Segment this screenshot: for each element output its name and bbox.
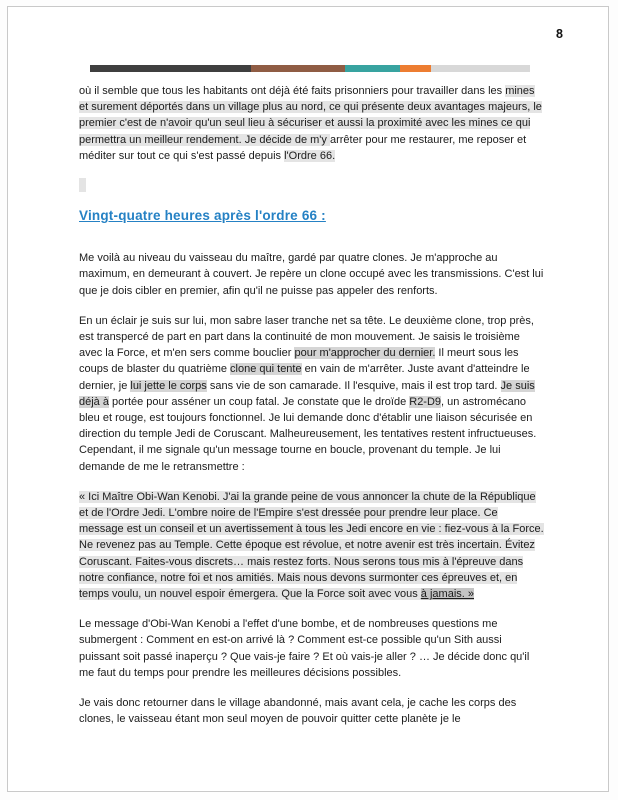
highlighted-text-segment: Je suis déjà à: [79, 379, 535, 408]
text-segment: , un astromécano bleu et rouge, est toujours fonctionnel. Je lui demande donc d'établir une liaison sécurisée en direction du temple Jedi de Coruscant. Malheureusement, les tentatives restent infructueuses. Cependant, il me signale qu'un message tourne en boucle, provenant du temple. Je lui demande de me le retransmettre :: [79, 395, 537, 473]
text-segment: en vain de m'arrêter. Juste avant d'atteindre le dernier, je: [79, 363, 530, 392]
paragraph-intro: [79, 83, 545, 164]
highlighted-text-segment: l'Ordre 66.: [284, 149, 336, 162]
divider-segment: [251, 65, 346, 72]
document-page: [7, 6, 609, 792]
paragraph-obiwan-message: [79, 489, 545, 602]
text-segment: arrêter pour me restaurer, me reposer et méditer sur tout ce qui s'est passé depuis: [79, 133, 527, 162]
highlighted-text-segment: R2-D9: [409, 395, 442, 408]
text-segment: En un éclair je suis sur lui, mon sabre laser tranche net sa tête. Le deuxième clone, trop près, est transpercé de part en part dans la continuité de mon mouvement. Je saisis le troisième avec la Force, et m'en sers comme bouclier: [79, 314, 534, 360]
highlighted-text-segment: lui jette le corps: [130, 379, 207, 392]
divider-segment: [431, 65, 530, 72]
text-segment: où il semble que tous les habitants ont déjà été faits prisonniers pour travailler dans les: [79, 85, 506, 97]
highlighted-text-segment: « Ici Maître Obi-Wan Kenobi. J'ai la grande peine de vous annoncer la chute de la République et de l'Ordre Jedi. L'ombre noire de l'Empire s'est dressée pour prendre leur place. Ce message est un conseil et un avertissement à tous les Jedi encore en vie : fiez-vous à la Force. Ne revenez pas au Temple. Cette époque est révolue, et notre avenir est très incertain. Évitez Coruscant. Faites-vous discrets… mais restez forts. Nous serons tous mis à l'épreuve dans notre confiance, notre foi et nos amitiés. Mais nous devons surmonter ces épreuves et, en temps voulu, un nouvel espoir émergera. Que la Force soit avec vous: [79, 490, 544, 601]
highlighted-text-segment: mines et surement déportés dans un village plus au nord, ce qui présente deux avantages majeurs, le premier c'est de n'avoir qu'un seul lieu à sécuriser et aussi la proximité avec les mines ce qui permettra un meilleur rendement. Je décide de m'y: [79, 85, 542, 146]
paragraph-fight: [79, 313, 545, 475]
theme-divider-bar: [90, 65, 530, 72]
page-number: 8: [556, 27, 563, 41]
text-segment: sans vie de son camarade. Il l'esquive, mais il est trop tard.: [206, 379, 501, 392]
document-body: [79, 83, 545, 742]
highlighted-text-segment: clone qui tente: [230, 363, 302, 376]
paragraph-reaction: Le message d'Obi-Wan Kenobi a l'effet d'une bombe, et de nombreuses questions me submergent : Comment en est-on arrivé là ? Comment est-ce possible qu'un Sith aussi puissant soit passé inaperçu ? Que vais-je faire ? Et où vais-je aller ? … Je décide donc qu'il me faut du temps pour prendre les meilleures décisions possibles.: [79, 618, 530, 679]
divider-segment: [345, 65, 400, 72]
paragraph-closing: Je vais donc retourner dans le village abandonné, mais avant cela, je cache les corps des clones, le vaisseau étant mon seul moyen de pouvoir quitter cette planète je le: [79, 697, 517, 726]
divider-segment: [90, 65, 251, 72]
divider-segment: [400, 65, 431, 72]
selected-paragraph-mark: [79, 178, 86, 192]
highlighted-text-segment: à jamais. »: [420, 588, 474, 601]
highlighted-text-segment: pour m'approcher du dernier.: [294, 347, 436, 360]
text-segment: Il meurt sous les coups de blaster du quatrième: [79, 347, 519, 376]
paragraph-approach: Me voilà au niveau du vaisseau du maître, gardé par quatre clones. Je m'approche au maximum, en demeurant à couvert. Je repère un clone occupé avec les transmissions. C'est lui que je dois cibler en premier, afin qu'il ne puisse pas appeler des renforts.: [79, 252, 544, 297]
text-segment: portée pour asséner un coup fatal. Je constate que le droïde: [108, 395, 410, 408]
section-heading: Vingt-quatre heures après l'ordre 66 :: [79, 208, 326, 224]
